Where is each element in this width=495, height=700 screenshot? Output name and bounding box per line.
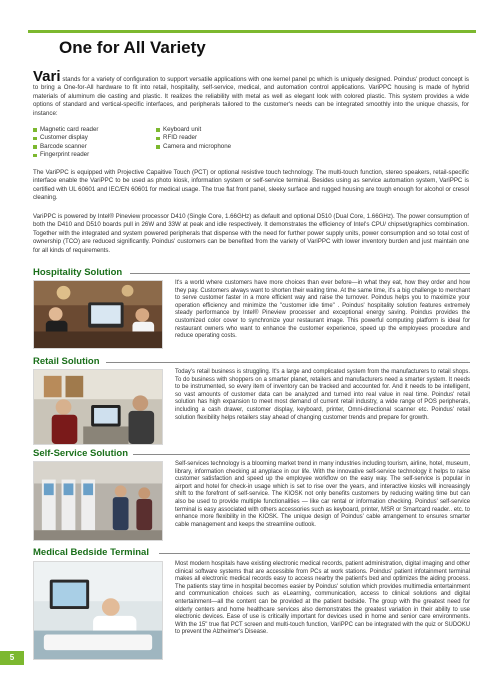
kiosk-lobby-image (34, 462, 162, 540)
retail-text: Today's retail business is struggling. It's a large and complicated system from the manufacturers to retail shops. To do business with shoppers on a smarter planet, retailers and manufacturers need a smarter system. It needs to be instrumented, so every item of inventory can be tracked and accounted for. And it needs to be intelligent, so vast amounts of customer data can be analyzed and turned into real value in real time. Poindus' retail solution has high expansion to meet most demand of current retail industry, a wide range of POS peripherals, including a cash drawer, customer display, keyboard, printer, Omni-directional scanner etc. Poindus' retail solution flexibility helps retailers stay ahead of changing customer trends and prepare for growth. (175, 369, 470, 421)
page-number: 5 (0, 651, 24, 665)
vari-wordmark: Vari (33, 68, 61, 85)
section-divider (106, 362, 470, 363)
section-heading-medical (33, 547, 470, 559)
retail-store-image (34, 370, 162, 444)
section-heading-self-service (33, 448, 470, 460)
section-heading-hospitality (33, 267, 470, 279)
feature-item: Fingerprint reader (33, 151, 98, 159)
feature-item: RFID reader (156, 134, 231, 142)
page-title: One for All Variety (59, 38, 206, 57)
feature-item: Camera and microphone (156, 143, 231, 151)
section-title: Medical Bedside Terminal (33, 547, 149, 558)
feature-item: Keyboard unit (156, 126, 231, 134)
feature-column-2 (156, 126, 231, 151)
feature-column-1 (33, 126, 98, 160)
medical-text: Most modern hospitals have existing electronic medical records, patient administration, digital imaging and other clinical software systems that are accessible from PCs at work stations. Poindus' patient infotainment terminal makes all electronic medical records easy to access nearby the patient's bed and optimizes the aiding process. The patients stay time in hospital becomes easier by Poindus' solution which provides multimedia entertainment and communication choices such as eLearning, communication, access to clinical solutions and digital entertainment—all the content can be provided at the patient bedside. The group with the greatest need for elderly centers and home healthcare services also demonstrates the greatest variation in their ability to use electronic devices. Ease of use is critically important for devices used in home and senior care environments. With the 15" true flat PCT screen and multi-touch function, VariPPC can be integrated with the quiz or SUDOKU to prevent the Alzheimer's Disease. (175, 561, 470, 636)
intro-paragraph (33, 68, 469, 118)
section-title: Retail Solution (33, 356, 100, 367)
touch-technology-paragraph: The VariPPC is equipped with Projective Capaitive Touch (PCT) or optional resistive touch technology. The multi-touch function, stereo speakers, retail-specific interface enable the VariPPC to be used as photo kiosk, information system or self-service terminal. Besides using as service automation system, VariPPC is certified with UL 60601 and IEC/EN 60601 for medical usage. The true flat front panel, sleeky surface and rugged housing are tough enough for alcohol or cresol cleaning. (33, 169, 469, 202)
restaurant-scene-image (34, 281, 162, 348)
hospital-bedside-image (34, 562, 162, 659)
feature-item: Magnetic card reader (33, 126, 98, 134)
feature-item: Barcode scanner (33, 143, 98, 151)
self-service-photo (33, 461, 163, 541)
top-accent-bar (28, 30, 476, 33)
hospitality-text: It's a world where customers have more choices than ever before—in what they eat, how they order and how they pay. Customers always want to shorten their waiting time. At the same time, it's a big challenge to merchant to serve customer faster in a more efficient way and raise the turnover. Poindus helps you to maximize your operation efficiency and minimize the "customer idle time" . Poindus' hospitality solution features extremely steady performance by Intel® Pineview processer and exceptional energy saving. Poindus provides the customized color cover to synchronize your restaurant image. This powerful computing platform is ideal for restaurant owners who want to enhance the customer experience, speed up the employees procedure and reduce operating costs. (175, 280, 470, 340)
section-divider (133, 454, 470, 455)
section-divider (159, 553, 470, 554)
section-divider (130, 273, 470, 274)
intro-text: stands for a variety of configuration to support versatile applications with one kernel panel pc which is uniquely designed. Poindus' product concept is to bring a One-for-All hardware to fit into retail, hospitality, self-service, medical, and automation control applications. VariPPC housing is made of hybrid materials of aluminum die casting and plastic. It realizes the reliability with metal as well as elegant look with colored plastic. This system provides a wide options of standard and vertical-specific interfaces, and peripherals tailored to the customer's needs can be integrated smoothly into the unique chassis, for instance: (33, 76, 469, 117)
section-title: Hospitality Solution (33, 267, 123, 278)
section-heading-retail (33, 356, 470, 368)
self-service-text: Self-services technology is a blooming market trend in many industries including tourism, airline, hotel, museum, library, information checking at anyplace in our life. With the innovative self-service technology it helps to raise customer satisfaction and speed up the employee workflow on the easy way. The self-service is popular in airport and hotel for check-in usage which is set to rise over the years, and interactive kiosks will increasingly shift to the forefront of self-service. The KIOSK not only benefits customers by reducing waiting time but can also be used to provide multiple functionalities — like car rental or information checking. Poindus' self-service terminal is easy associated with others accessories such as keyboard, printer, MSR or Smartcard reader.. etc. to enhance more flexibility in the KIOSK. The unique design of Poindus' cable arrangement to ensures smarter cable management and keeps the streamline outlook. (175, 461, 470, 528)
feature-list (33, 126, 363, 162)
retail-photo (33, 369, 163, 445)
section-title: Self-Service Solution (33, 448, 129, 459)
medical-photo (33, 561, 163, 660)
feature-item: Customer display (33, 134, 98, 142)
processor-paragraph: VariPPC is powered by Intel® Pineview processor D410 (Single Core, 1.66GHz) as default and optional D510 (Dual Core, 1.66GHz). The power consumption of both the D410 and D510 boards pull in 26W and 33W at peak and idle respectively. It demonstrates the efficiency of Intel's CPU/ chipset/graphics combination. Together with the integrated and system powered peripherals that dispense with the need for further power supply units, power consumption and so total cost of ownership (TCO) are reduced significantly. Poindus' customers can be benefited from the variety of VariPPC with lower inventory burden and just maintain one for all kinds of requirements. (33, 213, 469, 254)
hospitality-photo (33, 280, 163, 349)
